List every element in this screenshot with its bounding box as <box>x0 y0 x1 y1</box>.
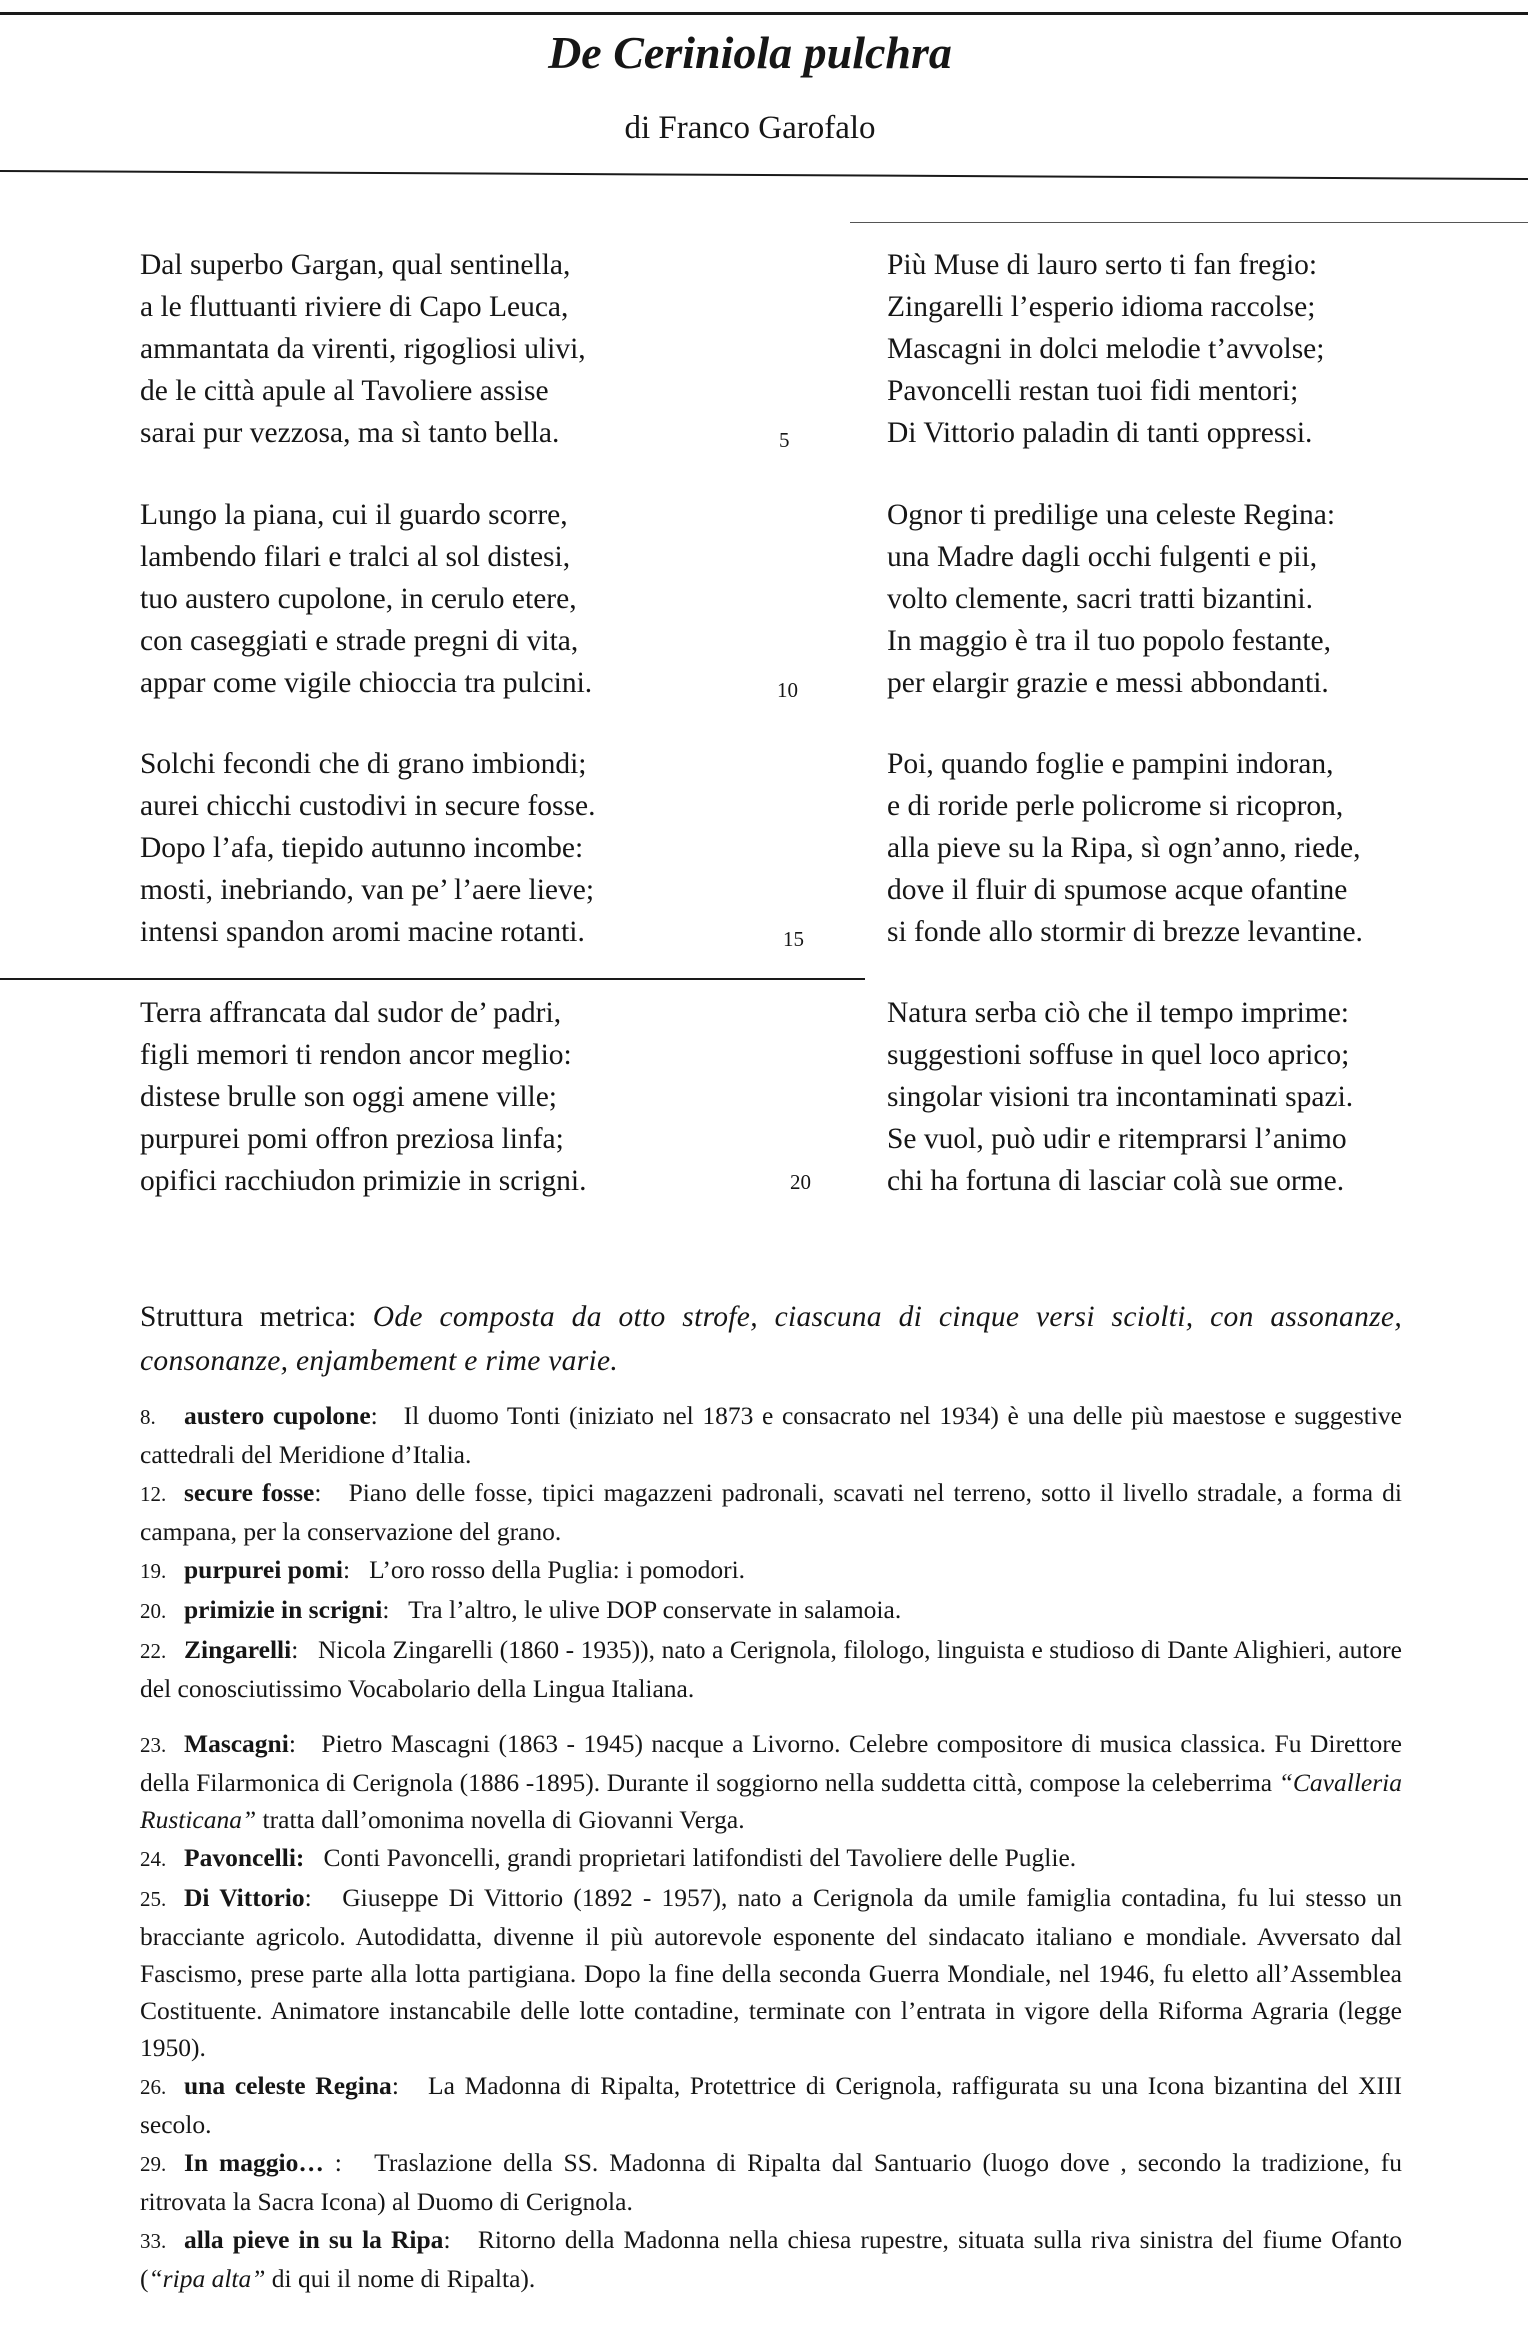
left-stanza <box>140 743 595 953</box>
poem-line: con caseggiati e strade pregni di vita, <box>140 625 579 657</box>
note-term: Di Vittorio <box>184 1883 305 1912</box>
note-item <box>140 1591 1402 1630</box>
note-number: 20. <box>140 1599 167 1623</box>
poem-line: Zingarelli l’esperio idioma raccolse; <box>887 291 1316 323</box>
poem-line: Poi, quando foglie e pampini indoran, <box>887 748 1334 780</box>
poem-line: Mascagni in dolci melodie t’avvolse; <box>887 333 1325 365</box>
note-separator: : <box>288 1729 296 1758</box>
poem-line: Lungo la piana, cui il guardo scorre, <box>140 499 568 531</box>
note-text: tratta dall’omonima novella di Giovanni Verga. <box>256 1805 745 1834</box>
poem-line: suggestioni soffuse in quel loco aprico; <box>887 1039 1350 1071</box>
document-title: De Ceriniola pulchra <box>548 27 952 78</box>
note-number: 33. <box>140 2229 167 2253</box>
poem-line: volto clemente, sacri tratti bizantini. <box>887 583 1313 615</box>
note-item <box>140 1725 1402 1838</box>
top-rule <box>0 12 1528 15</box>
note-separator: : <box>291 1635 299 1664</box>
poem-line: per elargir grazie e messi abbondanti. <box>887 667 1329 699</box>
note-number: 12. <box>140 1482 167 1506</box>
note-term: secure fosse <box>184 1478 315 1507</box>
note-term: In maggio… <box>184 2148 324 2177</box>
poem-line: Pavoncelli restan tuoi fidi mentori; <box>887 375 1299 407</box>
poem-line: chi ha fortuna di lasciar colà sue orme. <box>887 1165 1345 1197</box>
poem-line: Più Muse di lauro serto ti fan fregio: <box>887 249 1318 281</box>
note-number: 23. <box>140 1733 167 1757</box>
note-italic-title: “Cavalleria Rusticana” <box>140 1768 1402 1834</box>
poem-line: Di Vittorio paladin di tanti oppressi. <box>887 417 1313 449</box>
note-separator: : <box>304 1883 312 1912</box>
note-term: alla pieve in su la Ripa <box>184 2225 444 2254</box>
note-number: 26. <box>140 2075 167 2099</box>
note-term: austero cupolone <box>184 1401 371 1430</box>
poem-line: Dal superbo Gargan, qual sentinella, <box>140 249 571 281</box>
poem-line: figli memori ti rendon ancor meglio: <box>140 1039 572 1071</box>
note-separator: : <box>382 1595 390 1624</box>
note-item <box>140 2144 1402 2220</box>
poem-line: singolar visioni tra incontaminati spazi. <box>887 1081 1354 1113</box>
meter-structure <box>140 1295 1402 1383</box>
header-rule <box>0 170 1528 180</box>
note-text: Piano delle fosse, tipici magazzeni padronali, scavati nel terreno, sotto il livello stradale, a forma di campana, per la conservazione del grano. <box>140 1478 1403 1546</box>
column-rule-right <box>850 222 1528 223</box>
note-text: di qui il nome di Ripalta). <box>265 2264 536 2293</box>
note-separator: : <box>314 1478 322 1507</box>
note-text: Nicola Zingarelli (1860 - 1935)), nato a Cerignola, filologo, linguista e studioso di Dante Alighieri, autore del conosciutissimo Vocabolario della Lingua Italiana. <box>140 1635 1402 1703</box>
poem-line: a le fluttuanti riviere di Capo Leuca, <box>140 291 569 323</box>
poem-line: lambendo filari e tralci al sol distesi, <box>140 541 571 573</box>
note-item <box>140 1397 1402 1473</box>
note-item <box>140 1474 1402 1550</box>
poem-line: mosti, inebriando, van pe’ l’aere lieve; <box>140 874 595 906</box>
note-text: Conti Pavoncelli, grandi proprietari latifondisti del Tavoliere delle Puglie. <box>323 1843 1077 1872</box>
left-stanza <box>140 992 586 1202</box>
note-number: 22. <box>140 1639 167 1663</box>
right-stanza <box>887 743 1363 953</box>
mid-rule <box>0 978 865 980</box>
poem-line: appar come vigile chioccia tra pulcini. <box>140 667 593 699</box>
note-text: Ritorno della Madonna nella chiesa rupestre, situata sulla riva sinistra del fiume Ofanto ( <box>140 2225 1403 2293</box>
note-item <box>140 2221 1402 2297</box>
poem-line: In maggio è tra il tuo popolo festante, <box>887 625 1332 657</box>
poem-line: Solchi fecondi che di grano imbiondi; <box>140 748 587 780</box>
line-number: 15 <box>783 927 804 951</box>
poem-line: alla pieve su la Ripa, sì ogn’anno, riede, <box>887 832 1361 864</box>
note-separator: : <box>342 1555 351 1584</box>
note-text: Pietro Mascagni (1863 - 1945) nacque a Livorno. Celebre compositore di musica classica. Fu Direttore della Filarmonica di Cerignola (1886 -1895). Durante il soggiorno nella suddetta città, compose la celeberrima <box>140 1729 1402 1797</box>
note-text: Tra l’altro, le ulive DOP conservate in salamoia. <box>408 1595 902 1624</box>
note-term: una celeste Regina <box>184 2071 392 2100</box>
note-number: 8. <box>140 1405 156 1429</box>
poem-line: tuo austero cupolone, in cerulo etere, <box>140 583 577 615</box>
line-number: 20 <box>790 1170 811 1194</box>
note-term: Mascagni <box>184 1729 289 1758</box>
note-term: Pavoncelli: <box>184 1843 305 1872</box>
note-text: La Madonna di Ripalta, Protettrice di Cerignola, raffigurata su una Icona bizantina del XIII secolo. <box>140 2071 1403 2139</box>
note-term: Zingarelli <box>184 1635 292 1664</box>
poem-line: ammantata da virenti, rigogliosi ulivi, <box>140 333 586 365</box>
meter-label: Struttura metrica: <box>140 1301 357 1333</box>
poem-line: Terra affrancata dal sudor de’ padri, <box>140 997 562 1029</box>
left-stanza <box>140 494 592 704</box>
note-number: 25. <box>140 1887 167 1911</box>
note-item <box>140 1879 1402 2066</box>
note-text: Giuseppe Di Vittorio (1892 - 1957), nato a Cerignola da umile famiglia contadina, fu lui stesso un bracciante agricolo. Autodidatta, divenne il più autorevole esponente del sindacato italiano e mondiale. Avversato dal Fascismo, prese parte alla lotta partigiana. Dopo la fine della seconda Guerra Mondiale, nel 1946, fu eletto all’Assemblea Costituente. Animatore instancabile delle lotte contadine, terminate con l’entrata in vigore della Riforma Agraria (legge 1950). <box>140 1883 1403 2062</box>
meter-text: Ode composta da otto strofe, ciascuna di cinque versi sciolti, con assonanze, consonanze, enjambement e rime varie. <box>140 1301 1403 1377</box>
poem-line: una Madre dagli occhi fulgenti e pii, <box>887 541 1318 573</box>
poem-line: opifici racchiudon primizie in scrigni. <box>140 1165 587 1197</box>
line-number: 5 <box>779 428 790 452</box>
poem-line: si fonde allo stormir di brezze levantine. <box>887 916 1363 948</box>
note-separator: : <box>370 1401 378 1430</box>
poem-line: purpurei pomi offron preziosa linfa; <box>140 1123 564 1155</box>
author-line: di Franco Garofalo <box>624 110 876 146</box>
poem-line: sarai pur vezzosa, ma sì tanto bella. <box>140 417 560 449</box>
note-text: Traslazione della SS. Madonna di Ripalta dal Santuario (luogo dove , secondo la tradizione, fu ritrovata la Sacra Icona) al Duomo di Cerignola. <box>140 2148 1402 2216</box>
poem-line: Natura serba ciò che il tempo imprime: <box>887 997 1350 1029</box>
note-separator: : <box>443 2225 451 2254</box>
poem-line: intensi spandon aromi macine rotanti. <box>140 916 585 948</box>
note-number: 19. <box>140 1559 167 1583</box>
poem-line: e di roride perle policrome si ricopron, <box>887 790 1344 822</box>
right-stanza <box>887 992 1353 1202</box>
note-number: 24. <box>140 1847 167 1871</box>
note-item <box>140 1551 1402 1590</box>
note-item <box>140 1631 1402 1707</box>
poem-line: aurei chicchi custodivi in secure fosse. <box>140 790 596 822</box>
line-number: 10 <box>777 678 798 702</box>
left-stanza <box>140 244 586 454</box>
poem-line: Se vuol, può udir e ritemprarsi l’animo <box>887 1123 1347 1155</box>
note-term: purpurei pomi <box>184 1555 343 1584</box>
poem-line: Dopo l’afa, tiepido autunno incombe: <box>140 832 584 864</box>
note-item <box>140 2067 1402 2143</box>
note-term: primizie in scrigni <box>184 1595 383 1624</box>
note-italic-title: “ripa alta” <box>148 2264 266 2293</box>
poem-line: de le città apule al Tavoliere assise <box>140 375 549 407</box>
note-text: L’oro rosso della Puglia: i pomodori. <box>369 1555 746 1584</box>
note-separator: : <box>391 2071 399 2100</box>
poem-line: Ognor ti predilige una celeste Regina: <box>887 499 1336 531</box>
note-separator: : <box>323 2148 342 2177</box>
right-stanza <box>887 244 1324 454</box>
poem-line: distese brulle son oggi amene ville; <box>140 1081 558 1113</box>
right-stanza <box>887 494 1335 704</box>
notes <box>140 1397 1402 2298</box>
poem-line: dove il fluir di spumose acque ofantine <box>887 874 1348 906</box>
note-text: Il duomo Tonti (iniziato nel 1873 e consacrato nel 1934) è una delle più maestose e suggestive cattedrali del Meridione d’Italia. <box>140 1401 1402 1469</box>
note-number: 29. <box>140 2152 167 2176</box>
note-item <box>140 1839 1402 1878</box>
